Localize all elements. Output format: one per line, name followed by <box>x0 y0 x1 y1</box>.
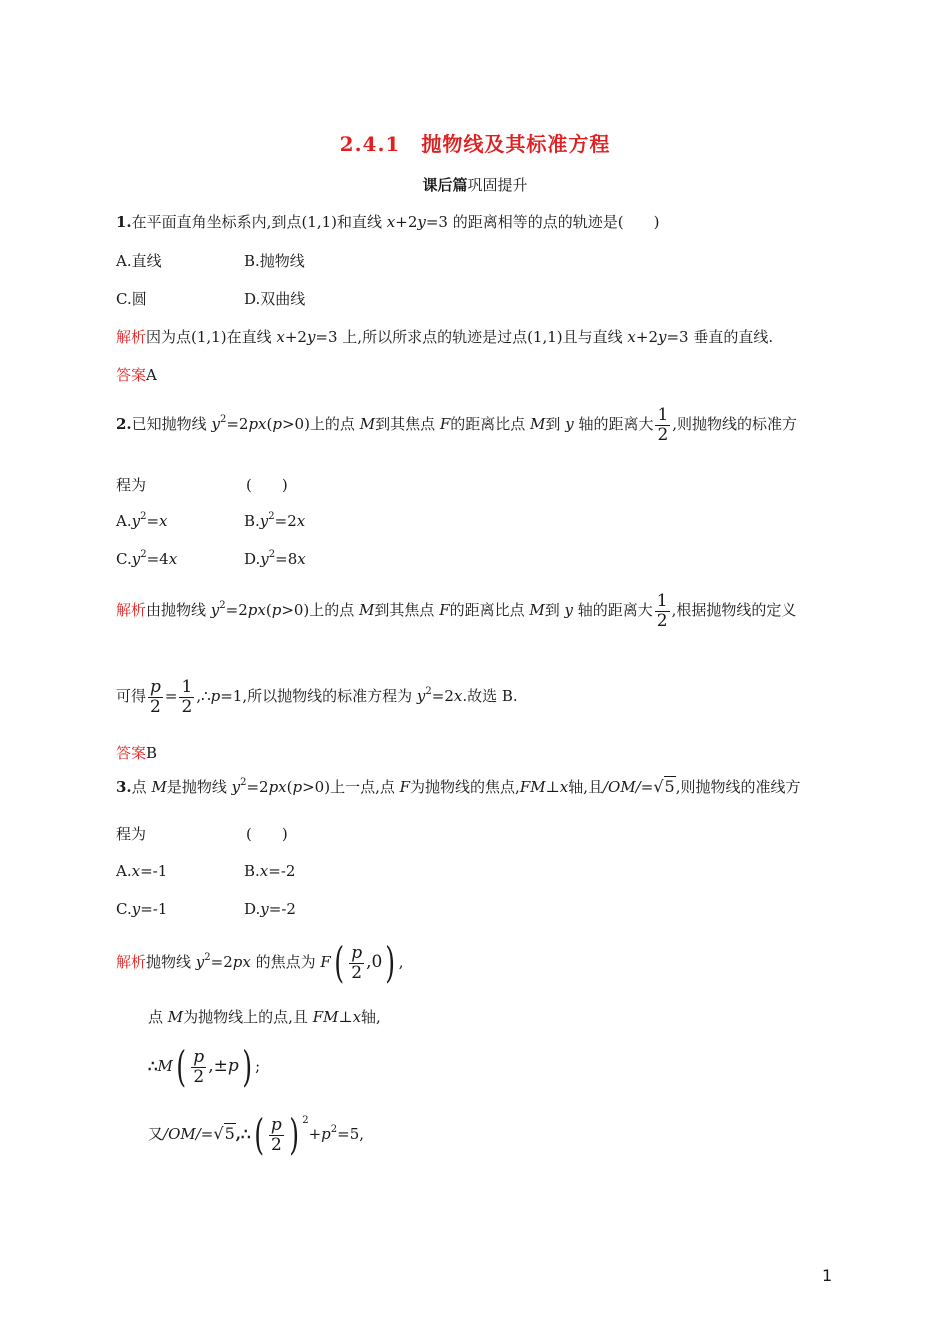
q2-answer <box>116 742 157 764</box>
analysis-text: 轴, <box>361 1008 381 1026</box>
q2-text: 已知抛物线 <box>131 415 212 433</box>
fraction-denominator: 2 <box>150 696 161 717</box>
math-var: x <box>453 687 463 705</box>
math-var: M <box>530 415 546 433</box>
option-text: =4 <box>146 550 169 568</box>
q3-analysis-line4 <box>148 1110 365 1159</box>
math-var: y <box>564 601 574 619</box>
q3-text: ,则抛物线的准线方 <box>675 778 801 796</box>
q2-option-d <box>244 550 306 568</box>
fraction-denominator: 2 <box>270 1134 282 1155</box>
q1-text: 在平面直角坐标系内,到点(1,1)和直线 <box>131 213 387 231</box>
question-2 <box>116 402 797 446</box>
fraction-numerator: p <box>150 676 161 697</box>
analysis-text: =2 <box>225 601 248 619</box>
math-sup: 2 <box>268 549 276 560</box>
q1-text: =3 的距离相等的点的轨迹是( ) <box>425 213 660 231</box>
left-paren: ( <box>176 1042 187 1091</box>
analysis-text: 又 <box>148 1125 164 1143</box>
analysis-text: 抛物线 <box>146 953 196 971</box>
q3-text: = <box>640 778 654 796</box>
math-var: y <box>231 778 241 796</box>
fraction <box>269 1116 284 1155</box>
option-letter: D. <box>244 900 261 918</box>
q2-text: ,则抛物线的标准方 <box>672 415 798 433</box>
page-title: 2.4.1 抛物线及其标准方程 <box>339 132 611 156</box>
fraction-denominator: 2 <box>656 610 668 631</box>
analysis-text: ,∴ <box>196 687 211 705</box>
math-sup: 2 <box>240 777 247 788</box>
analysis-text: 轴的距离大 <box>573 601 653 619</box>
q1-option-c: C.圆 <box>116 290 147 308</box>
fraction <box>655 406 670 445</box>
math-var: y <box>416 687 426 705</box>
left-paren: ( <box>253 1110 264 1159</box>
fraction-denominator: 2 <box>351 962 363 983</box>
math-var: M <box>157 1057 173 1075</box>
fraction-numerator: 1 <box>657 404 669 425</box>
question-number: 1. <box>116 213 132 231</box>
math-var: y <box>211 415 220 433</box>
fraction-denominator: 2 <box>193 1066 205 1087</box>
answer-value: B <box>146 744 158 762</box>
q1-answer <box>116 364 157 386</box>
q3-option-d <box>244 900 296 918</box>
analysis-label: 解析 <box>116 601 147 619</box>
math-sup: 2 <box>330 1124 338 1135</box>
option-letter: A. <box>116 512 132 530</box>
math-var: x <box>559 778 569 796</box>
fraction-numerator: p <box>270 1114 282 1135</box>
option-letter: B. <box>244 862 260 880</box>
analysis-text: =2 <box>431 687 454 705</box>
fraction <box>191 1048 206 1087</box>
analysis-text: + <box>308 1125 322 1143</box>
q3-option-a <box>116 862 167 880</box>
analysis-text: 的焦点为 <box>250 953 321 971</box>
math-sup: 2 <box>140 511 147 522</box>
math-var: px <box>268 778 287 796</box>
math-var: M <box>359 601 375 619</box>
q1-option-a: A.直线 <box>116 252 162 270</box>
analysis-label: 解析 <box>116 953 147 971</box>
q3-text: 轴,且 <box>568 778 603 796</box>
q3-text: ( <box>286 778 293 796</box>
sqrt-radicand: 5 <box>664 777 675 796</box>
therefore-symbol: ∴ <box>148 1057 158 1075</box>
math-var: x <box>627 328 636 346</box>
math-sup: 2 <box>140 549 147 560</box>
option-text: =2 <box>274 512 297 530</box>
question-3 <box>116 776 800 798</box>
math-var: F <box>439 415 451 433</box>
analysis-text: 点 <box>148 1008 168 1026</box>
math-var: p <box>227 1056 239 1076</box>
math-var: y <box>131 512 141 530</box>
q2-text: 的距离比点 <box>450 415 531 433</box>
math-var: p <box>272 415 282 433</box>
option-text: =-1 <box>140 862 168 880</box>
analysis-text: 由抛物线 <box>146 601 211 619</box>
option-text: =8 <box>275 550 298 568</box>
q3-text: >0)上一点,点 <box>302 778 400 796</box>
q2-text: =2 <box>226 415 249 433</box>
math-symbol: ⊥ <box>338 1008 353 1026</box>
fraction-numerator: p <box>351 942 363 963</box>
analysis-text: ,0 <box>366 952 383 972</box>
option-letter: B. <box>244 512 260 530</box>
q2-text: 到 <box>545 415 566 433</box>
math-var: y <box>306 328 316 346</box>
analysis-text: 的距离比点 <box>449 601 530 619</box>
math-var: p <box>321 1125 331 1143</box>
math-var: px <box>232 953 251 971</box>
math-sup: 2 <box>219 414 227 425</box>
fraction-numerator: 1 <box>656 590 668 611</box>
q3-analysis <box>116 938 404 987</box>
subtitle-bold: 课后篇 <box>422 176 468 194</box>
option-letter: C. <box>116 900 132 918</box>
q2-text: ( <box>266 415 273 433</box>
right-paren: ) <box>385 938 396 987</box>
math-var: y <box>131 550 141 568</box>
analysis-text: ,根据抛物线的定义 <box>671 601 797 619</box>
analysis-text: 为抛物线上的点,且 <box>183 1008 313 1026</box>
analysis-text: = <box>164 687 178 705</box>
math-var: F <box>399 778 411 796</box>
question-1 <box>116 211 659 233</box>
q2-analysis-line2 <box>116 674 518 718</box>
math-var: y <box>210 601 220 619</box>
math-var: y <box>565 415 574 433</box>
math-var: F <box>439 601 450 619</box>
q1-analysis <box>116 326 773 348</box>
option-letter: D. <box>244 550 261 568</box>
q2-text: >0)上的点 <box>281 415 360 433</box>
section-subtitle <box>0 174 950 195</box>
q2-line2 <box>116 474 146 496</box>
fraction-denominator: 2 <box>181 696 193 717</box>
math-var: FM <box>312 1008 339 1026</box>
math-var: y <box>260 550 269 568</box>
math-var: x <box>296 512 306 530</box>
subtitle-rest: 巩固提升 <box>467 176 528 194</box>
option-letter: A. <box>116 862 132 880</box>
q3-text: 是抛物线 <box>166 778 232 796</box>
analysis-text: 可得 <box>116 687 147 705</box>
q3-option-b <box>244 862 295 880</box>
analysis-text: >0)上的点 <box>281 601 360 619</box>
math-var: y <box>259 512 269 530</box>
q2-option-b <box>244 512 305 530</box>
analysis-text: +2 <box>635 328 658 346</box>
q3-line2 <box>116 823 146 845</box>
math-var: px <box>248 415 267 433</box>
q2-option-a <box>116 512 168 530</box>
q2-text: 程为 <box>116 476 147 494</box>
answer-blank: ( ) <box>246 476 288 494</box>
math-sup: 2 <box>219 600 226 611</box>
left-paren: ( <box>334 938 344 987</box>
analysis-text: 到 <box>544 601 565 619</box>
q1-text: +2 <box>395 213 418 231</box>
sqrt: √5 <box>213 1124 235 1143</box>
q3-text: 点 <box>131 778 152 796</box>
option-text: =-2 <box>268 900 296 918</box>
fraction-numerator: 1 <box>181 676 193 697</box>
math-var: y <box>417 213 426 231</box>
q2-analysis <box>116 588 796 632</box>
q3-analysis-line3 <box>148 1042 261 1091</box>
math-var: x <box>131 862 141 880</box>
answer-blank: ( ) <box>246 825 288 843</box>
math-var: p <box>271 601 282 619</box>
analysis-text: =3 垂直的直线. <box>666 328 774 346</box>
q3-analysis-line2 <box>148 1006 381 1028</box>
analysis-text: , <box>398 953 404 971</box>
answer-value: A <box>146 366 157 384</box>
math-var: y <box>195 953 205 971</box>
fraction <box>349 944 364 983</box>
math-var: F <box>320 953 331 971</box>
q2-option-c <box>116 550 177 568</box>
analysis-text: ; <box>255 1057 261 1075</box>
q3-text: =2 <box>246 778 269 796</box>
fraction-denominator: 2 <box>657 424 669 445</box>
q1-option-d: D.双曲线 <box>244 290 306 308</box>
math-var: /OM/ <box>602 778 641 796</box>
answer-label: 答案 <box>116 366 147 384</box>
math-sup: 2 <box>302 1115 309 1126</box>
fraction <box>655 592 670 631</box>
math-var: y <box>658 328 667 346</box>
option-text: =-1 <box>140 900 168 918</box>
math-var: FM <box>519 778 546 796</box>
analysis-text: 因为点(1,1)在直线 <box>146 328 277 346</box>
therefore-symbol: ,∴ <box>235 1125 251 1143</box>
q3-text: 程为 <box>116 825 147 843</box>
math-var: px <box>247 601 266 619</box>
q3-option-c <box>116 900 167 918</box>
right-paren: ) <box>289 1110 299 1159</box>
math-var: x <box>386 213 396 231</box>
question-number: 2. <box>116 415 132 433</box>
q2-text: 轴的距离大 <box>573 415 654 433</box>
fraction <box>179 678 194 717</box>
math-var: M <box>529 601 545 619</box>
analysis-text: ( <box>265 601 272 619</box>
analysis-text: =1,所以抛物线的标准方程为 <box>220 687 417 705</box>
analysis-text: 到其焦点 <box>374 601 440 619</box>
analysis-text: .故选 B. <box>462 687 518 705</box>
math-var: M <box>167 1008 184 1026</box>
math-var: x <box>259 862 269 880</box>
math-var: p <box>210 687 221 705</box>
math-var: x <box>352 1008 362 1026</box>
math-var: x <box>297 550 306 568</box>
q3-text: 为抛物线的焦点, <box>410 778 520 796</box>
analysis-text: =3 上,所以所求点的轨迹是过点(1,1)且与直线 <box>315 328 628 346</box>
math-var: x <box>276 328 285 346</box>
q1-option-b: B.抛物线 <box>244 252 305 270</box>
math-var: p <box>292 778 303 796</box>
math-var: x <box>168 550 178 568</box>
analysis-text: =2 <box>210 953 233 971</box>
fraction-numerator: p <box>193 1046 205 1067</box>
math-var: M <box>359 415 376 433</box>
math-var: y <box>131 900 141 918</box>
math-sup: 2 <box>425 686 432 697</box>
math-var: x <box>159 512 168 530</box>
fraction <box>148 678 163 717</box>
answer-label: 答案 <box>116 744 147 762</box>
option-text: =-2 <box>268 862 296 880</box>
analysis-text: =5, <box>337 1125 365 1143</box>
math-var: y <box>260 900 269 918</box>
math-symbol: ⊥ <box>545 778 560 796</box>
sqrt: √5 <box>653 777 675 796</box>
analysis-text: ,± <box>208 1056 228 1076</box>
right-paren: ) <box>242 1042 252 1091</box>
sqrt-radicand: 5 <box>224 1124 235 1143</box>
math-var: M <box>151 778 167 796</box>
option-text: = <box>146 512 160 530</box>
analysis-label: 解析 <box>116 328 147 346</box>
page-number: 1 <box>822 1266 833 1285</box>
math-sup: 2 <box>268 511 275 522</box>
math-sup: 2 <box>204 952 211 963</box>
analysis-text: +2 <box>284 328 307 346</box>
analysis-text: = <box>200 1125 214 1143</box>
math-var: /OM/ <box>163 1125 201 1143</box>
q2-text: 到其焦点 <box>375 415 440 433</box>
option-letter: C. <box>116 550 132 568</box>
question-number: 3. <box>116 778 132 796</box>
